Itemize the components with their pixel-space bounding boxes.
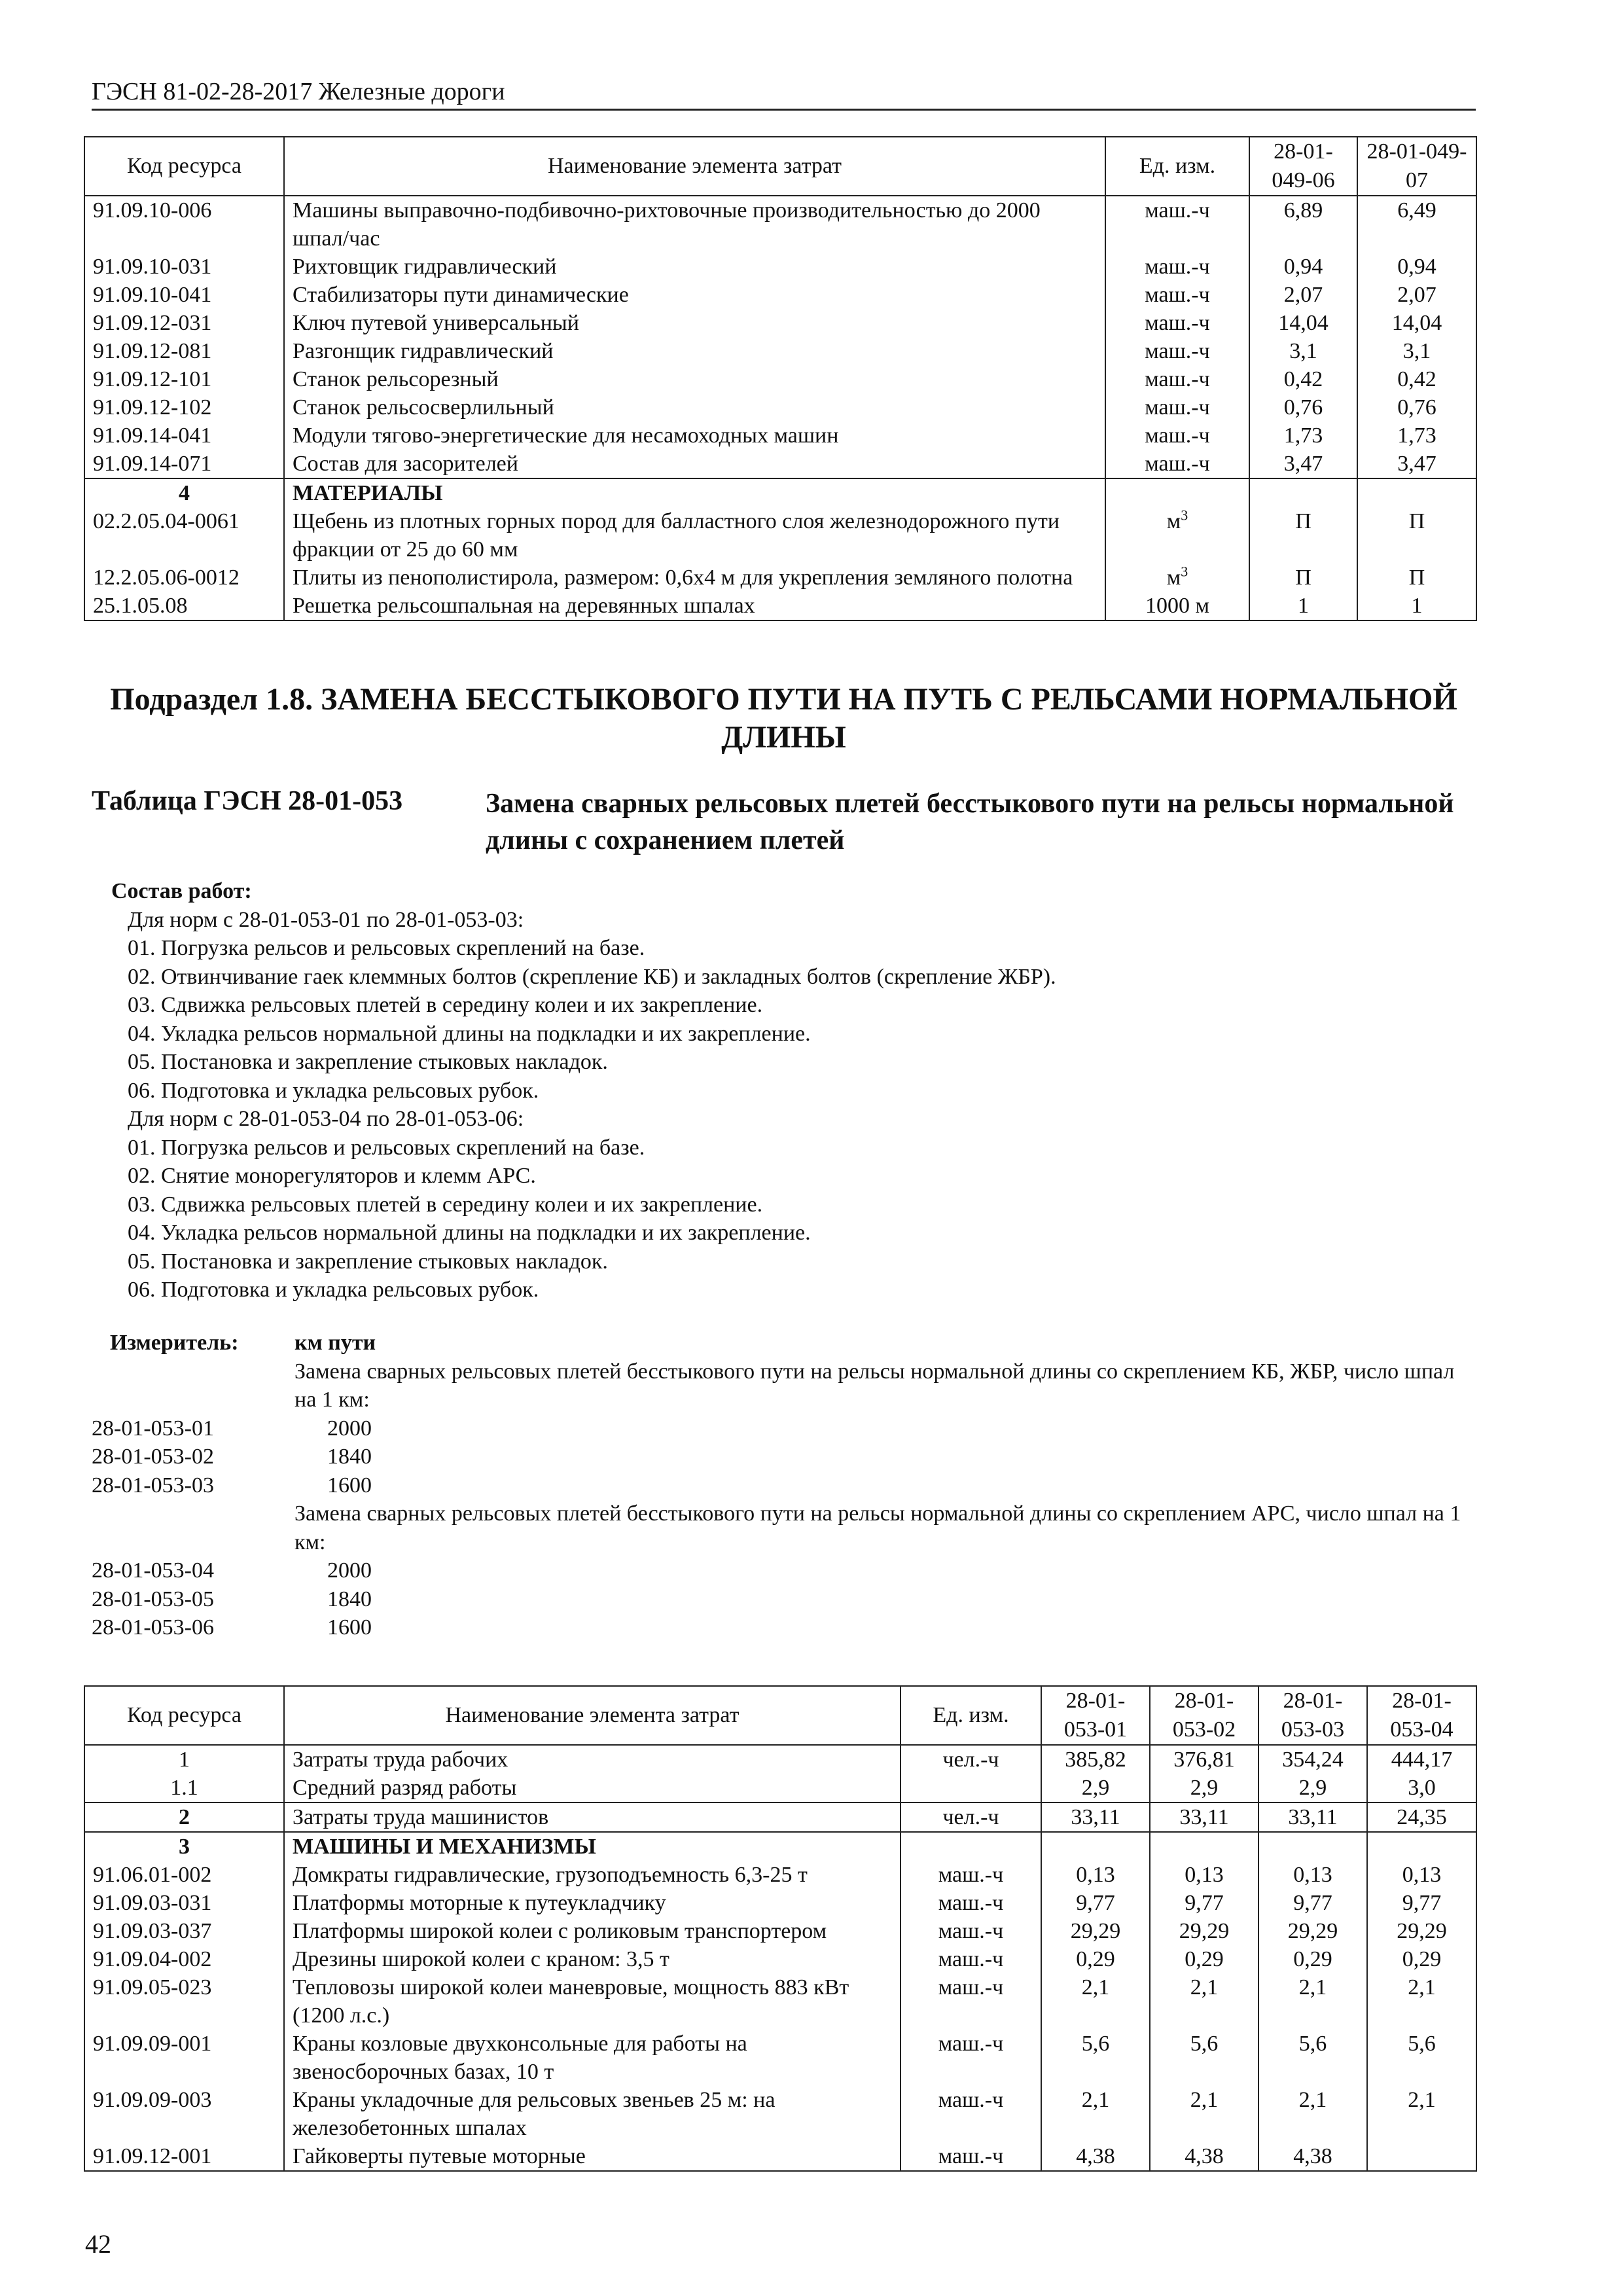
running-header: ГЭСН 81-02-28-2017 Железные дороги	[92, 78, 505, 105]
value-053-04: 29,29	[1367, 1917, 1476, 1945]
value-053-04: 9,77	[1367, 1889, 1476, 1917]
norm-code: 28-01-053-01	[92, 1416, 214, 1441]
col-header-name: Наименование элемента затрат	[284, 137, 1105, 196]
resource-name: Решетка рельсошпальная на деревянных шпалах	[284, 592, 1105, 620]
resource-unit: чел.-ч	[901, 1803, 1041, 1832]
resource-unit: маш.-ч	[1105, 422, 1249, 450]
norm-code: 28-01-053-04	[92, 1558, 214, 1583]
col-header-unit: Ед. изм.	[1105, 137, 1249, 196]
resource-code: 91.09.12-001	[84, 2142, 284, 2171]
resource-code: 1.1	[84, 1774, 284, 1803]
norm-row	[92, 1556, 1476, 1585]
col-header-code: Код ресурса	[84, 1686, 284, 1745]
value-053-03: 2,9	[1258, 1774, 1367, 1803]
resource-name: Станок рельсорезный	[284, 365, 1105, 393]
value-053-02	[1150, 1832, 1258, 1861]
resource-code: 91.09.03-037	[84, 1917, 284, 1945]
col-header-053-01: 28-01-053-01	[1041, 1686, 1150, 1745]
value-053-01: 385,82	[1041, 1745, 1150, 1774]
resource-name: Затраты труда машинистов	[284, 1803, 901, 1832]
table-row	[84, 1973, 1476, 2030]
resource-unit: маш.-ч	[901, 1945, 1041, 1973]
value-053-03: 9,77	[1258, 1889, 1367, 1917]
value-049-06: 2,07	[1249, 281, 1357, 309]
resource-code: 91.09.09-001	[84, 2030, 284, 2086]
resource-unit: маш.-ч	[901, 2142, 1041, 2171]
subsection-title: Подраздел 1.8. ЗАМЕНА БЕССТЫКОВОГО ПУТИ НА ПУТЬ С РЕЛЬСАМИ НОРМАЛЬНОЙ ДЛИНЫ	[110, 682, 1457, 755]
table-row	[84, 2142, 1476, 2171]
work-line: 01. Погрузка рельсов и рельсовых скреплений на базе.	[128, 936, 645, 960]
value-053-03: 2,1	[1258, 1973, 1367, 2030]
value-053-04	[1367, 1832, 1476, 1861]
value-053-04: 2,1	[1367, 2086, 1476, 2142]
value-049-07: 2,07	[1357, 281, 1476, 309]
resource-code: 91.09.05-023	[84, 1973, 284, 2030]
value-053-02: 5,6	[1150, 2030, 1258, 2086]
resource-code: 91.09.04-002	[84, 1945, 284, 1973]
value-049-06: 3,47	[1249, 450, 1357, 478]
value-053-01: 2,9	[1041, 1774, 1150, 1803]
page-number: 42	[85, 2229, 111, 2259]
resource-unit: маш.-ч	[1105, 337, 1249, 365]
resource-unit: маш.-ч	[1105, 196, 1249, 253]
resource-name: Рихтовщик гидравлический	[284, 253, 1105, 281]
resource-code: 4	[84, 478, 284, 507]
norm-value: 1840	[327, 1444, 372, 1469]
value-053-03: 0,13	[1258, 1861, 1367, 1889]
norm-code: 28-01-053-02	[92, 1444, 214, 1469]
value-049-07: 1	[1357, 592, 1476, 620]
col-header-name: Наименование элемента затрат	[284, 1686, 901, 1745]
norm-row	[92, 1414, 1476, 1443]
work-line: 05. Постановка и закрепление стыковых накладок.	[128, 1249, 608, 1274]
resource-name: Краны козловые двухконсольные для работы на звеносборочных базах, 10 т	[284, 2030, 901, 2086]
value-053-01: 0,13	[1041, 1861, 1150, 1889]
resource-code: 91.09.09-003	[84, 2086, 284, 2142]
resource-name: Средний разряд работы	[284, 1774, 901, 1803]
resource-code: 91.09.12-031	[84, 309, 284, 337]
resource-unit: чел.-ч	[901, 1745, 1041, 1774]
value-053-02: 2,1	[1150, 1973, 1258, 2030]
value-049-06: 1	[1249, 592, 1357, 620]
table-row	[84, 365, 1476, 393]
resource-unit: $м^3$	[1105, 507, 1249, 564]
value-053-04: 24,35	[1367, 1803, 1476, 1832]
work-line: 06. Подготовка и укладка рельсовых рубок.	[128, 1078, 539, 1103]
resource-code: 3	[84, 1832, 284, 1861]
resource-name: Станок рельсосверлильный	[284, 393, 1105, 422]
value-049-07: П	[1357, 564, 1476, 592]
table-caption-label: Таблица ГЭСН 28-01-053	[92, 786, 403, 816]
value-049-06: 3,1	[1249, 337, 1357, 365]
table-row	[84, 253, 1476, 281]
work-line: 06. Подготовка и укладка рельсовых рубок.	[128, 1278, 539, 1302]
measure-group1-text: Замена сварных рельсовых плетей бесстыкового пути на рельсы нормальной длины со скреплением КБ, ЖБР, число шпал на 1 км:	[294, 1359, 1455, 1412]
value-053-03: 5,6	[1258, 2030, 1367, 2086]
work-composition	[111, 877, 1056, 1304]
norm-row	[92, 1471, 1476, 1500]
resource-code: 91.09.10-041	[84, 281, 284, 309]
norm-code: 28-01-053-03	[92, 1473, 214, 1498]
table-row	[84, 1774, 1476, 1803]
value-049-06: 14,04	[1249, 309, 1357, 337]
value-053-02: 0,29	[1150, 1945, 1258, 1973]
value-049-07: 0,94	[1357, 253, 1476, 281]
resource-code: 1	[84, 1745, 284, 1774]
resource-code: 91.09.10-006	[84, 196, 284, 253]
resource-name: Ключ путевой универсальный	[284, 309, 1105, 337]
resource-unit: маш.-ч	[901, 1917, 1041, 1945]
measure-label: Измеритель:	[110, 1331, 239, 1355]
value-053-03: 33,11	[1258, 1803, 1367, 1832]
col-header-049-06: 28-01-049-06	[1249, 137, 1357, 196]
value-053-01: 2,1	[1041, 1973, 1150, 2030]
resource-unit	[901, 1774, 1041, 1803]
value-049-06: 0,94	[1249, 253, 1357, 281]
resource-unit: маш.-ч	[1105, 281, 1249, 309]
value-053-03: 2,1	[1258, 2086, 1367, 2142]
value-053-01: 2,1	[1041, 2086, 1150, 2142]
unit-superscript: 3	[1181, 507, 1188, 524]
resource-unit: маш.-ч	[1105, 393, 1249, 422]
resource-unit: маш.-ч	[901, 1861, 1041, 1889]
work-line: 03. Сдвижка рельсовых плетей в середину колеи и их закрепление.	[128, 993, 763, 1017]
resource-unit: маш.-ч	[1105, 450, 1249, 478]
col-header-unit: Ед. изм.	[901, 1686, 1041, 1745]
resource-unit: маш.-ч	[901, 2086, 1041, 2142]
resource-name: Затраты труда рабочих	[284, 1745, 901, 1774]
work-line: Для норм с 28-01-053-01 по 28-01-053-03:	[128, 907, 524, 932]
measure-group2-text: Замена сварных рельсовых плетей бесстыкового пути на рельсы нормальной длины со скреплением АРС, число шпал на 1 км:	[294, 1501, 1461, 1554]
resource-code: 91.06.01-002	[84, 1861, 284, 1889]
value-053-01: 33,11	[1041, 1803, 1150, 1832]
work-line: 04. Укладка рельсов нормальной длины на подкладки и их закрепление.	[128, 1221, 811, 1245]
value-049-07: 3,47	[1357, 450, 1476, 478]
value-053-02: 29,29	[1150, 1917, 1258, 1945]
value-053-04: 0,29	[1367, 1945, 1476, 1973]
value-053-02: 9,77	[1150, 1889, 1258, 1917]
unit-superscript: 3	[1181, 563, 1188, 580]
header-rule	[92, 109, 1476, 111]
value-049-07: 1,73	[1357, 422, 1476, 450]
table-caption-title: Замена сварных рельсовых плетей бесстыкового пути на рельсы нормальной длины с сохранением плетей	[486, 789, 1454, 855]
resource-unit: 1000 м	[1105, 592, 1249, 620]
work-line: 01. Погрузка рельсов и рельсовых скреплений на базе.	[128, 1135, 645, 1160]
value-053-01: 29,29	[1041, 1917, 1150, 1945]
table-row	[84, 393, 1476, 422]
measure-unit: км пути	[294, 1331, 376, 1355]
resource-name: Разгонщик гидравлический	[284, 337, 1105, 365]
value-049-06: 0,42	[1249, 365, 1357, 393]
col-header-053-02: 28-01-053-02	[1150, 1686, 1258, 1745]
table-row	[84, 507, 1476, 564]
resource-unit: маш.-ч	[1105, 365, 1249, 393]
norm-row	[92, 1443, 1476, 1471]
norm-code: 28-01-053-05	[92, 1587, 214, 1611]
value-053-02: 4,38	[1150, 2142, 1258, 2171]
resource-unit: $м^3$	[1105, 564, 1249, 592]
work-line: 05. Постановка и закрепление стыковых накладок.	[128, 1050, 608, 1074]
value-049-06: П	[1249, 564, 1357, 592]
value-049-06: 1,73	[1249, 422, 1357, 450]
work-line: 04. Укладка рельсов нормальной длины на подкладки и их закрепление.	[128, 1021, 811, 1046]
value-053-04: 2,1	[1367, 1973, 1476, 2030]
value-053-01: 5,6	[1041, 2030, 1150, 2086]
norm-row	[92, 1613, 1476, 1642]
value-049-07: 0,42	[1357, 365, 1476, 393]
table-row	[84, 1832, 1476, 1861]
value-053-01: 0,29	[1041, 1945, 1150, 1973]
resource-code: 91.09.12-101	[84, 365, 284, 393]
norm-value: 2000	[327, 1416, 372, 1441]
resource-unit	[901, 1832, 1041, 1861]
value-053-04: 3,0	[1367, 1774, 1476, 1803]
resource-table-1	[84, 136, 1477, 621]
resource-name: Платформы моторные к путеукладчику	[284, 1889, 901, 1917]
resource-name: МАШИНЫ И МЕХАНИЗМЫ	[284, 1832, 901, 1861]
resource-code: 25.1.05.08	[84, 592, 284, 620]
resource-name: Состав для засорителей	[284, 450, 1105, 478]
work-composition-title: Состав работ:	[111, 879, 252, 903]
resource-name: Щебень из плотных горных пород для балластного слоя железнодорожного пути фракции от 25 до 60 мм	[284, 507, 1105, 564]
norm-row	[92, 1585, 1476, 1614]
value-049-07	[1357, 478, 1476, 507]
resource-name: Плиты из пенополистирола, размером: 0,6х4 м для укрепления земляного полотна	[284, 564, 1105, 592]
col-header-code: Код ресурса	[84, 137, 284, 196]
value-049-07: 6,49	[1357, 196, 1476, 253]
value-053-03: 354,24	[1258, 1745, 1367, 1774]
value-053-03	[1258, 1832, 1367, 1861]
table-row	[84, 2030, 1476, 2086]
table-row	[84, 478, 1476, 507]
resource-name: МАТЕРИАЛЫ	[284, 478, 1105, 507]
resource-name: Краны укладочные для рельсовых звеньев 25 м: на железобетонных шпалах	[284, 2086, 901, 2142]
resource-name: Стабилизаторы пути динамические	[284, 281, 1105, 309]
value-053-03: 4,38	[1258, 2142, 1367, 2171]
resource-code: 91.09.14-071	[84, 450, 284, 478]
col-header-049-07: 28-01-049-07	[1357, 137, 1476, 196]
resource-unit: маш.-ч	[901, 1973, 1041, 2030]
table-row	[84, 1889, 1476, 1917]
value-053-03: 29,29	[1258, 1917, 1367, 1945]
table-row	[84, 1917, 1476, 1945]
value-053-01: 9,77	[1041, 1889, 1150, 1917]
value-053-01: 4,38	[1041, 2142, 1150, 2171]
resource-code: 2	[84, 1803, 284, 1832]
value-049-07: 0,76	[1357, 393, 1476, 422]
norm-value: 1840	[327, 1587, 372, 1611]
resource-code: 91.09.12-081	[84, 337, 284, 365]
value-053-02: 376,81	[1150, 1745, 1258, 1774]
value-053-03: 0,29	[1258, 1945, 1367, 1973]
measurement-block	[92, 1329, 1476, 1642]
norm-value: 2000	[327, 1558, 372, 1583]
resource-table-2	[84, 1685, 1477, 2172]
resource-name: Платформы широкой колеи с роликовым транспортером	[284, 1917, 901, 1945]
table-row	[84, 196, 1476, 253]
table-row	[84, 309, 1476, 337]
value-053-02: 2,1	[1150, 2086, 1258, 2142]
value-049-06: 6,89	[1249, 196, 1357, 253]
resource-name: Домкраты гидравлические, грузоподъемность 6,3-25 т	[284, 1861, 901, 1889]
value-053-02: 33,11	[1150, 1803, 1258, 1832]
resource-unit: маш.-ч	[1105, 309, 1249, 337]
value-049-07: 14,04	[1357, 309, 1476, 337]
work-line: Для норм с 28-01-053-04 по 28-01-053-06:	[128, 1107, 524, 1131]
resource-name: Модули тягово-энергетические для несамоходных машин	[284, 422, 1105, 450]
resource-unit: маш.-ч	[901, 1889, 1041, 1917]
table-row	[84, 2086, 1476, 2142]
resource-name: Машины выправочно-подбивочно-рихтовочные производительностью до 2000 шпал/час	[284, 196, 1105, 253]
resource-code: 91.09.12-102	[84, 393, 284, 422]
value-049-06: 0,76	[1249, 393, 1357, 422]
resource-name: Дрезины широкой колеи с краном: 3,5 т	[284, 1945, 901, 1973]
table-row	[84, 1745, 1476, 1774]
resource-code: 91.09.14-041	[84, 422, 284, 450]
value-049-07: П	[1357, 507, 1476, 564]
work-line: 02. Снятие монорегуляторов и клемм АРС.	[128, 1164, 536, 1188]
table-header-row	[84, 137, 1476, 196]
norm-code: 28-01-053-06	[92, 1615, 214, 1640]
table-row	[84, 564, 1476, 592]
resource-code: 12.2.05.06-0012	[84, 564, 284, 592]
resource-code: 91.09.10-031	[84, 253, 284, 281]
value-049-07: 3,1	[1357, 337, 1476, 365]
value-053-04: 5,6	[1367, 2030, 1476, 2086]
value-053-01	[1041, 1832, 1150, 1861]
value-053-04: 0,13	[1367, 1861, 1476, 1889]
value-053-02: 0,13	[1150, 1861, 1258, 1889]
table-row	[84, 281, 1476, 309]
resource-code: 91.09.03-031	[84, 1889, 284, 1917]
table-row	[84, 422, 1476, 450]
resource-unit	[1105, 478, 1249, 507]
norm-value: 1600	[327, 1615, 372, 1640]
work-line: 02. Отвинчивание гаек клеммных болтов (скрепление КБ) и закладных болтов (скрепление ЖБР).	[128, 964, 1056, 989]
value-053-04	[1367, 2142, 1476, 2171]
resource-name: Тепловозы широкой колеи маневровые, мощность 883 кВт (1200 л.с.)	[284, 1973, 901, 2030]
value-053-02: 2,9	[1150, 1774, 1258, 1803]
table-row	[84, 337, 1476, 365]
col-header-053-03: 28-01-053-03	[1258, 1686, 1367, 1745]
col-header-053-04: 28-01-053-04	[1367, 1686, 1476, 1745]
table-header-row	[84, 1686, 1476, 1745]
value-049-06: П	[1249, 507, 1357, 564]
table-row	[84, 450, 1476, 478]
resource-unit: маш.-ч	[901, 2030, 1041, 2086]
norm-value: 1600	[327, 1473, 372, 1498]
table-row	[84, 592, 1476, 620]
resource-code: 02.2.05.04-0061	[84, 507, 284, 564]
work-line: 03. Сдвижка рельсовых плетей в середину колеи и их закрепление.	[128, 1192, 763, 1217]
table-row	[84, 1803, 1476, 1832]
table-row	[84, 1861, 1476, 1889]
table-row	[84, 1945, 1476, 1973]
resource-name: Гайковерты путевые моторные	[284, 2142, 901, 2171]
value-049-06	[1249, 478, 1357, 507]
value-053-04: 444,17	[1367, 1745, 1476, 1774]
resource-unit: маш.-ч	[1105, 253, 1249, 281]
